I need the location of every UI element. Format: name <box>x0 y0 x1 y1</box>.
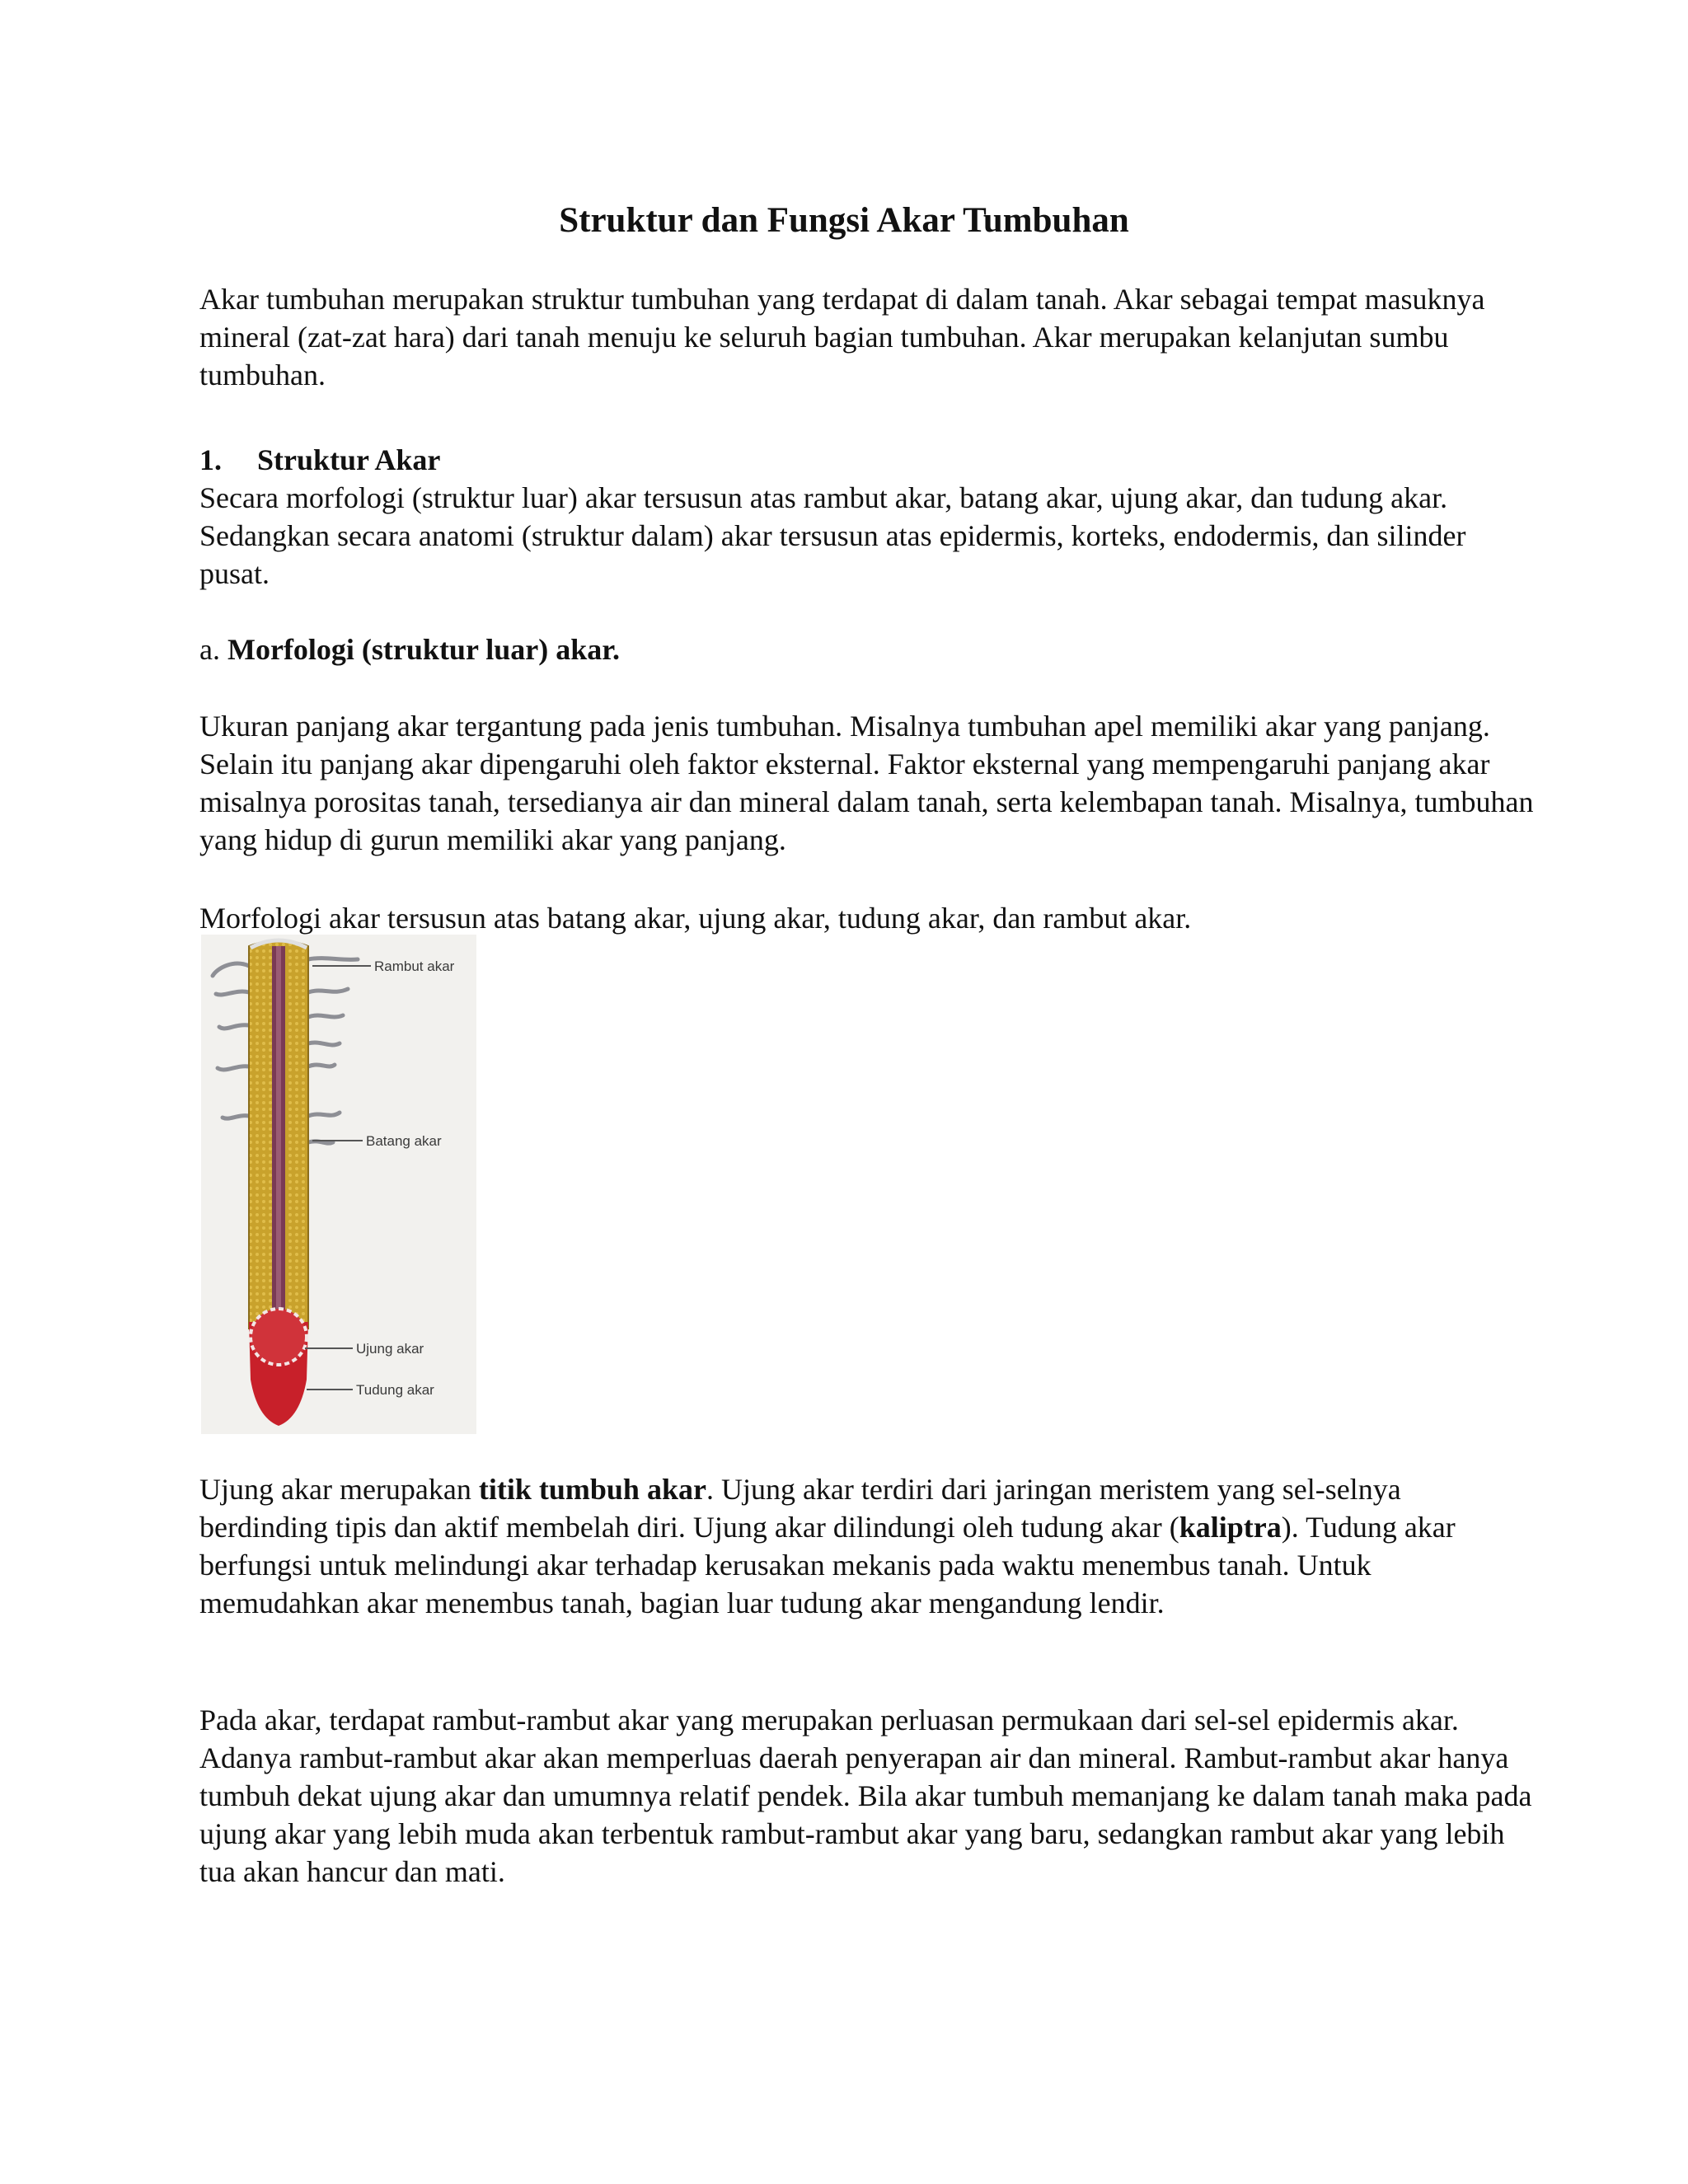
length-paragraph <box>199 707 1535 859</box>
root-hair-text: Pada akar, terdapat rambut-rambut akar yang merupakan perluasan permukaan dari sel-sel epidermis akar. Adanya rambut-rambut akar akan memperluas daerah penyerapan air dan mineral. Rambut-rambut akar hanya tumbuh dekat ujung akar dan umumnya relatif pendek. Bila akar tumbuh memanjang ke dalam tanah maka pada ujung akar yang lebih muda akan terbentuk rambut-rambut akar yang baru, sedangkan rambut akar yang lebih tua akan hancur dan mati. <box>199 1704 1532 1888</box>
subsection-a-prefix: a. <box>199 633 220 666</box>
section-1-heading <box>199 441 1535 479</box>
section-1-body: Secara morfologi (struktur luar) akar tersusun atas rambut akar, batang akar, ujung akar, dan tudung akar. Sedangkan secara anatomi (struktur dalam) akar tersusun atas epidermis, korteks, endodermis, dan silinder pusat. <box>199 481 1466 590</box>
label-root-tip: Ujung akar <box>356 1341 424 1357</box>
root-tip-text-3: ). Tudung akar berfungsi untuk melindungi akar terhadap kerusakan mekanis pada waktu menembus tanah. Untuk memudahkan akar menembus tanah, bagian luar tudung akar mengandung lendir. <box>199 1511 1456 1619</box>
label-root-hair: Rambut akar <box>374 958 455 974</box>
root-hairs-right <box>308 958 358 1144</box>
root-morphology-figure <box>201 935 476 1434</box>
label-root-body: Batang akar <box>366 1133 442 1149</box>
intro-paragraph <box>199 280 1535 394</box>
root-hairs-left <box>213 963 249 1118</box>
root-tip-text-2: . Ujung akar terdiri dari jaringan meristem yang sel-selnya berdinding tipis dan aktif membelah diri. Ujung akar dilindungi oleh tudung akar ( <box>199 1473 1401 1544</box>
section-1-title: Struktur Akar <box>257 443 441 476</box>
section-1 <box>199 441 1535 593</box>
root-tip-paragraph <box>199 1470 1535 1622</box>
root-hair-paragraph <box>199 1701 1535 1891</box>
growth-point-term: titik tumbuh akar <box>478 1473 706 1506</box>
morphology-paragraph <box>199 899 1535 937</box>
subsection-a-heading <box>199 630 1535 668</box>
label-root-cap: Tudung akar <box>356 1382 434 1398</box>
kaliptra-term: kaliptra <box>1179 1511 1282 1544</box>
intro-text: Akar tumbuhan merupakan struktur tumbuhan yang terdapat di dalam tanah. Akar sebagai tempat masuknya mineral (zat-zat hara) dari tanah menuju ke seluruh bagian tumbuhan. Akar merupakan kelanjutan sumbu tumbuhan. <box>199 283 1485 391</box>
subsection-a-title: Morfologi (struktur luar) akar. <box>227 633 620 666</box>
root-tip-text-1: Ujung akar merupakan <box>199 1473 479 1506</box>
section-1-number: 1. <box>199 443 222 476</box>
root-tip-text <box>199 1470 1535 1622</box>
morphology-text: Morfologi akar tersusun atas batang akar, ujung akar, tudung akar, dan rambut akar. <box>199 902 1192 935</box>
subsection-a-line <box>199 630 1535 668</box>
root-diagram <box>201 935 476 1434</box>
length-text: Ukuran panjang akar tergantung pada jenis tumbuhan. Misalnya tumbuhan apel memiliki akar yang panjang. Selain itu panjang akar dipengaruhi oleh faktor eksternal. Faktor eksternal yang mempengaruhi panjang akar misalnya porositas tanah, tersedianya air dan mineral dalam tanah, serta kelembapan tanah. Misalnya, tumbuhan yang hidup di gurun memiliki akar yang panjang. <box>199 710 1534 856</box>
root-tip-meristem <box>251 1309 307 1365</box>
document-title: Struktur dan Fungsi Akar Tumbuhan <box>559 201 1129 240</box>
